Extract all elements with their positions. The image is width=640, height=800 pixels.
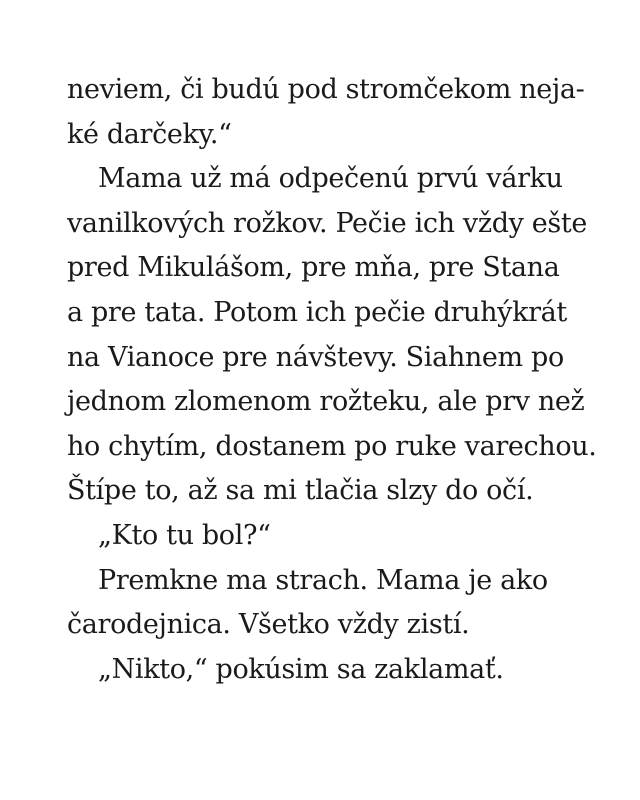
text-line: na Vianoce pre návštevy. Siahnem po	[67, 341, 564, 373]
text-line: ho chytím, dostanem po ruke varechou.	[67, 430, 597, 462]
text-line: pred Mikulášom, pre mňa, pre Stana	[67, 252, 560, 284]
text-line: „Kto tu bol?“	[98, 519, 271, 551]
text-line: Štípe to, až sa mi tlačia slzy do očí.	[67, 475, 534, 507]
body-text	[67, 68, 597, 692]
text-line: Mama už má odpečenú prvú várku	[98, 163, 563, 195]
text-line: vanilkových rožkov. Pečie ich vždy ešte	[67, 207, 588, 239]
text-line: a pre tata. Potom ich pečie druhýkrát	[67, 296, 567, 328]
text-line: Premkne ma strach. Mama je ako	[98, 564, 548, 596]
text-line: jednom zlomenom rožteku, ale prv než	[67, 386, 585, 418]
text-line: ké darčeky.“	[67, 118, 232, 150]
text-line: čarodejnica. Všetko vždy zistí.	[67, 609, 470, 641]
text-line: neviem, či budú pod stromčekom neja-	[67, 74, 585, 105]
text-line: „Nikto,“ pokúsim sa zaklamať.	[98, 653, 504, 685]
